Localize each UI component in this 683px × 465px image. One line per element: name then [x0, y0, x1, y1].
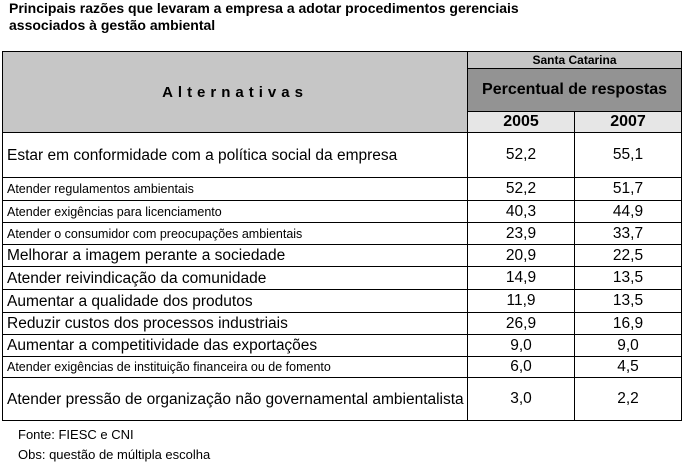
row-label: Atender exigências para licenciamento	[3, 201, 468, 223]
alternatives-header: Alternativas	[3, 52, 468, 133]
table-row	[3, 245, 682, 267]
value-2005: 52,2	[468, 178, 575, 201]
table-row	[3, 223, 682, 245]
value-2005: 26,9	[468, 313, 575, 335]
table-row	[3, 357, 682, 378]
table-title	[9, 0, 674, 34]
row-label: Atender reivindicação da comunidade	[3, 267, 468, 290]
value-2007: 4,5	[575, 357, 682, 378]
row-label: Atender regulamentos ambientais	[3, 178, 468, 201]
percent-header: Percentual de respostas	[468, 69, 682, 112]
value-2007: 44,9	[575, 201, 682, 223]
value-2005: 23,9	[468, 223, 575, 245]
value-2007: 9,0	[575, 335, 682, 357]
row-label: Aumentar a qualidade dos produtos	[3, 290, 468, 313]
value-2005: 14,9	[468, 267, 575, 290]
value-2007: 33,7	[575, 223, 682, 245]
value-2005: 52,2	[468, 133, 575, 178]
value-2005: 6,0	[468, 357, 575, 378]
table-row	[3, 313, 682, 335]
table-row	[3, 335, 682, 357]
value-2007: 13,5	[575, 267, 682, 290]
value-2007: 51,7	[575, 178, 682, 201]
observation-note: Obs: questão de múltipla escolha	[18, 447, 211, 462]
value-2005: 9,0	[468, 335, 575, 357]
value-2007: 2,2	[575, 378, 682, 421]
row-label: Atender o consumidor com preocupações ambientais	[3, 223, 468, 245]
row-label: Reduzir custos dos processos industriais	[3, 313, 468, 335]
source-note: Fonte: FIESC e CNI	[18, 427, 134, 442]
table-row	[3, 290, 682, 313]
value-2007: 16,9	[575, 313, 682, 335]
table-row	[3, 201, 682, 223]
year-header-2005: 2005	[468, 112, 575, 133]
table-row	[3, 133, 682, 178]
table-row	[3, 178, 682, 201]
value-2007: 55,1	[575, 133, 682, 178]
row-label: Atender pressão de organização não governamental ambientalista	[3, 378, 468, 421]
survey-table	[2, 51, 682, 421]
title-line-1-rest: razões que levaram a empresa a adotar procedimentos gerenciais	[75, 0, 519, 16]
value-2005: 40,3	[468, 201, 575, 223]
title-line-1	[9, 0, 674, 17]
value-2007: 22,5	[575, 245, 682, 267]
title-line-2: associados à gestão ambiental	[9, 17, 216, 33]
value-2005: 3,0	[468, 378, 575, 421]
value-2005: 11,9	[468, 290, 575, 313]
table-row	[3, 267, 682, 290]
row-label: Aumentar a competitividade das exportações	[3, 335, 468, 357]
table-row	[3, 378, 682, 421]
year-header-2007: 2007	[575, 112, 682, 133]
row-label: Atender exigências de instituição financeira ou de fomento	[3, 357, 468, 378]
row-label: Melhorar a imagem perante a sociedade	[3, 245, 468, 267]
row-label: Estar em conformidade com a política social da empresa	[3, 133, 468, 178]
value-2007: 13,5	[575, 290, 682, 313]
value-2005: 20,9	[468, 245, 575, 267]
region-header: Santa Catarina	[468, 52, 682, 69]
title-prefix: Principais	[9, 0, 76, 16]
